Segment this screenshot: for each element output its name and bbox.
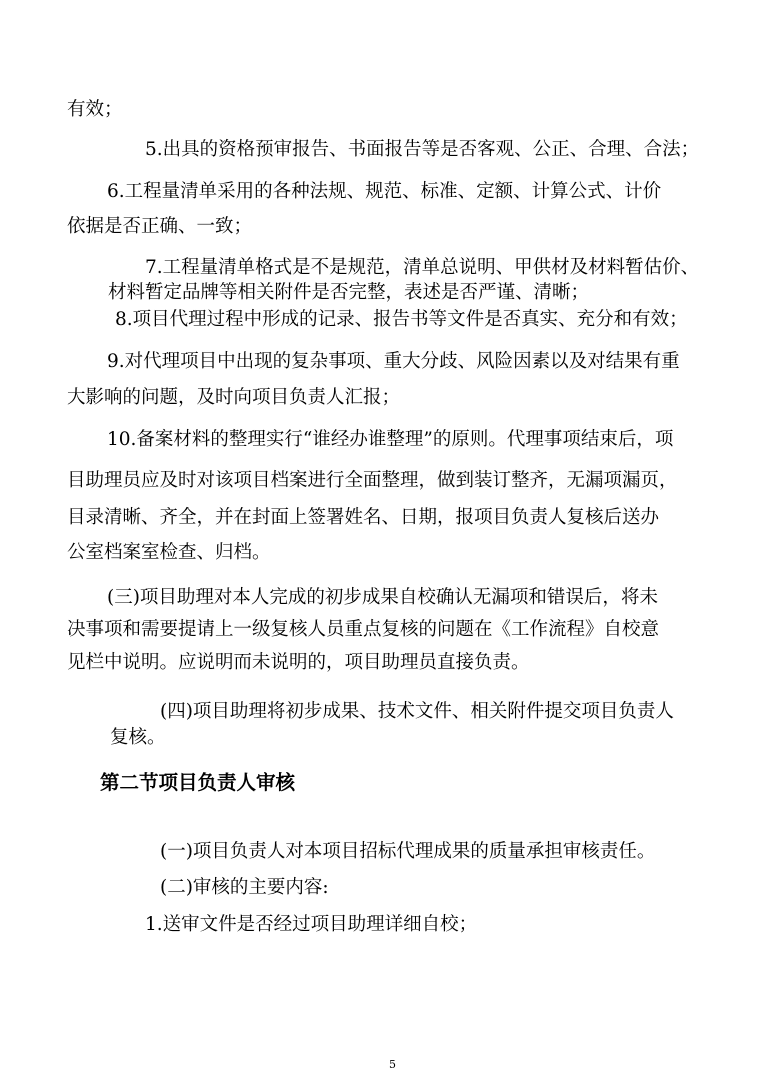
text-line: 目录清晰、齐全，并在封面上签署姓名、日期，报项目负责人复核后送办 xyxy=(67,507,660,528)
text-line: 有效； xyxy=(67,99,123,120)
text-line: 1.送审文件是否经过项目助理详细自校； xyxy=(145,914,478,935)
text-line: 10.备案材料的整理实行“谁经办谁整理”的原则。代理事项结束后，项 xyxy=(107,429,674,450)
text-line: 复核。 xyxy=(110,727,166,748)
text-line: 8.项目代理过程中形成的记录、报告书等文件是否真实、充分和有效； xyxy=(115,309,688,330)
text-line: 7.工程量清单格式是不是规范，清单总说明、甲供材及材料暂估价、 xyxy=(145,257,700,278)
text-line: 决事项和需要提请上一级复核人员重点复核的问题在《工作流程》自校意 xyxy=(67,619,660,640)
text-line: 公室档案室检查、归档。 xyxy=(67,542,271,563)
text-line: (三)项目助理对本人完成的初步成果自校确认无漏项和错误后，将未 xyxy=(107,587,658,608)
text-line: 5.出具的资格预审报告、书面报告等是否客观、公正、合理、合法； xyxy=(145,139,700,160)
text-line: 9.对代理项目中出现的复杂事项、重大分歧、风险因素以及对结果有重 xyxy=(107,351,680,372)
text-line: 大影响的问题，及时向项目负责人汇报； xyxy=(67,387,401,408)
text-line: 见栏中说明。应说明而未说明的，项目助理员直接负责。 xyxy=(67,652,530,673)
text-line: 6.工程量清单采用的各种法规、规范、标准、定额、计算公式、计价 xyxy=(107,181,662,202)
text-line: 依据是否正确、一致； xyxy=(67,216,253,237)
section-heading: 第二节项目负责人审核 xyxy=(100,771,296,794)
text-line: (二)审核的主要内容: xyxy=(160,877,329,898)
text-line: 材料暂定品牌等相关附件是否完整，表述是否严谨、清晰； xyxy=(108,282,590,303)
text-line: 目助理员应及时对该项目档案进行全面整理，做到装订整齐，无漏项漏页， xyxy=(67,470,678,491)
page-number: 5 xyxy=(389,1058,396,1071)
text-line: (四)项目助理将初步成果、技术文件、相关附件提交项目负责人 xyxy=(160,701,674,722)
text-line: (一)项目负责人对本项目招标代理成果的质量承担审核责任。 xyxy=(160,841,656,862)
